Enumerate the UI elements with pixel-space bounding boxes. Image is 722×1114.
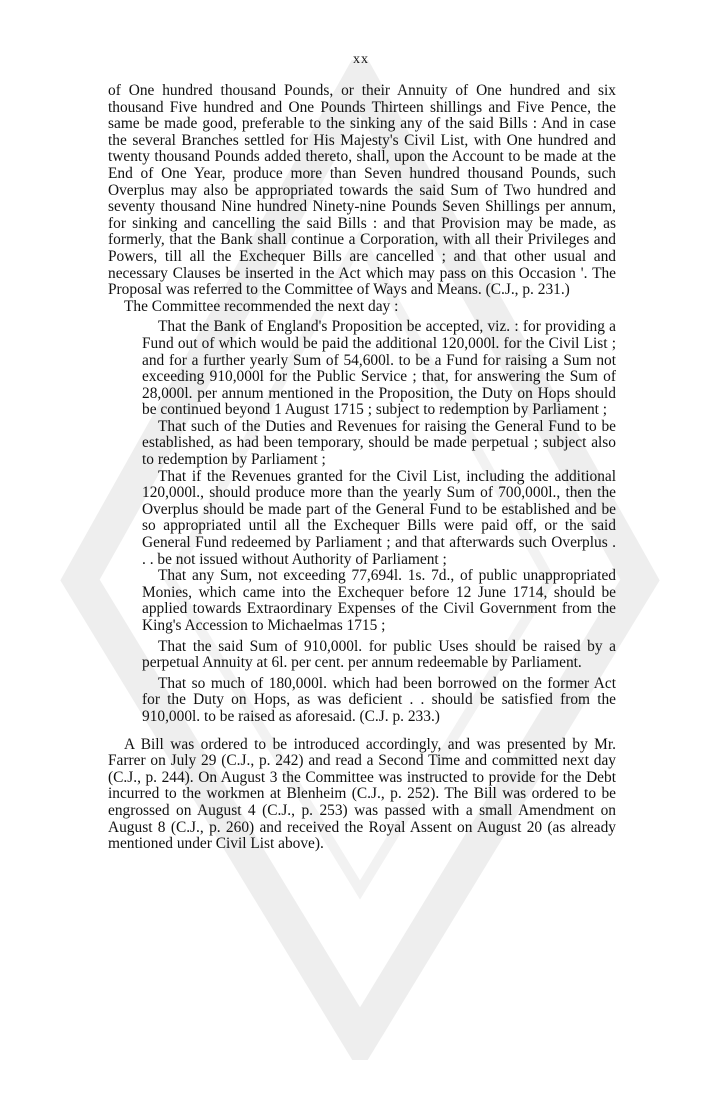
paragraph: of One hundred thousand Pounds, or their Annuity of One hundred and six thousand Five hundred and One Pounds Thirteen shillings and Five Pence, the same be made good, preferable to the sinking any of the said Bills : And in case the several Branches settled for His Majesty's Civil List, with One hundred and twenty thousand Pounds added thereto, shall, upon the Account to be made at the End of One Year, produce more than Seven hundred thousand Pounds, such Overplus may also be appropriated towards the said Sum of Two hundred and seventy thousand Nine hundred Ninety-nine Pounds Seven Shillings per annum, for sinking and cancelling the said Bills : and that Provision may be made, as formerly, that the Bank shall continue a Corporation, with all their Privileges and Powers, till all the Exchequer Bills are cancelled ; and that other usual and necessary Clauses be inserted in the Act which may pass on this Occasion '. The Proposal was referred to the Committee of Ways and Means. (C.J., p. 231.) [108, 82, 616, 299]
quoted-resolutions [142, 319, 616, 725]
resolution-item: That the said Sum of 910,000l. for public Uses should be raised by a perpetual Annuity at 6l. per cent. per annum redeemable by Parliament. [142, 637, 616, 672]
resolution-item: That if the Revenues granted for the Civil List, including the additional 120,000l., should produce more than the yearly Sum of 700,000l., then the Overplus should be made part of the General Fund to be established and be so appropriated until all the Exchequer Bills were paid off, or the said General Fund redeemed by Parliament ; and that afterwards such Overplus . . . be not issued without Authority of Parliament ; [142, 467, 616, 568]
paragraph: A Bill was ordered to be introduced accordingly, and was presented by Mr. Farrer on July 29 (C.J., p. 242) and read a Second Time and committed next day (C.J., p. 244). On August 3 the Committee was instructed to provide for the Debt incurred to the workmen at Blenheim (C.J., p. 252). The Bill was ordered to be engrossed on August 4 (C.J., p. 253) was passed with a small Amendment on August 8 (C.J., p. 260) and received the Royal Assent on August 20 (as already mentioned under Civil List above). [108, 735, 616, 853]
page-number: xx [353, 52, 369, 67]
body-text [108, 83, 616, 853]
resolution-item: That such of the Duties and Revenues for raising the General Fund to be established, as had been temporary, should be made perpetual ; subject also to redemption by Parliament ; [142, 417, 616, 469]
resolution-item: That the Bank of England's Proposition be accepted, viz. : for providing a Fund out of which would be paid the additional 120,000l. for the Civil List ; and for a further yearly Sum of 54,600l. to be a Fund for raising a Sum not exceeding 910,000l for the Public Service ; that, for answering the Sum of 28,000l. per annum mentioned in the Proposition, the Duty on Hops should be continued beyond 1 August 1715 ; subject to redemption by Parliament ; [142, 318, 616, 419]
paragraph: The Committee recommended the next day : [124, 297, 399, 315]
resolution-item: That any Sum, not exceeding 77,694l. 1s. 7d., of public unappropriated Monies, which came into the Exchequer before 12 June 1714, should be applied towards Extraordinary Expenses of the Civil Government from the King's Accession to Michaelmas 1715 ; [142, 567, 616, 634]
resolution-item: That so much of 180,000l. which had been borrowed on the former Act for the Duty on Hops, as was deficient . . should be satisfied from the 910,000l. to be raised as aforesaid. (C.J. p. 233.) [142, 674, 616, 725]
